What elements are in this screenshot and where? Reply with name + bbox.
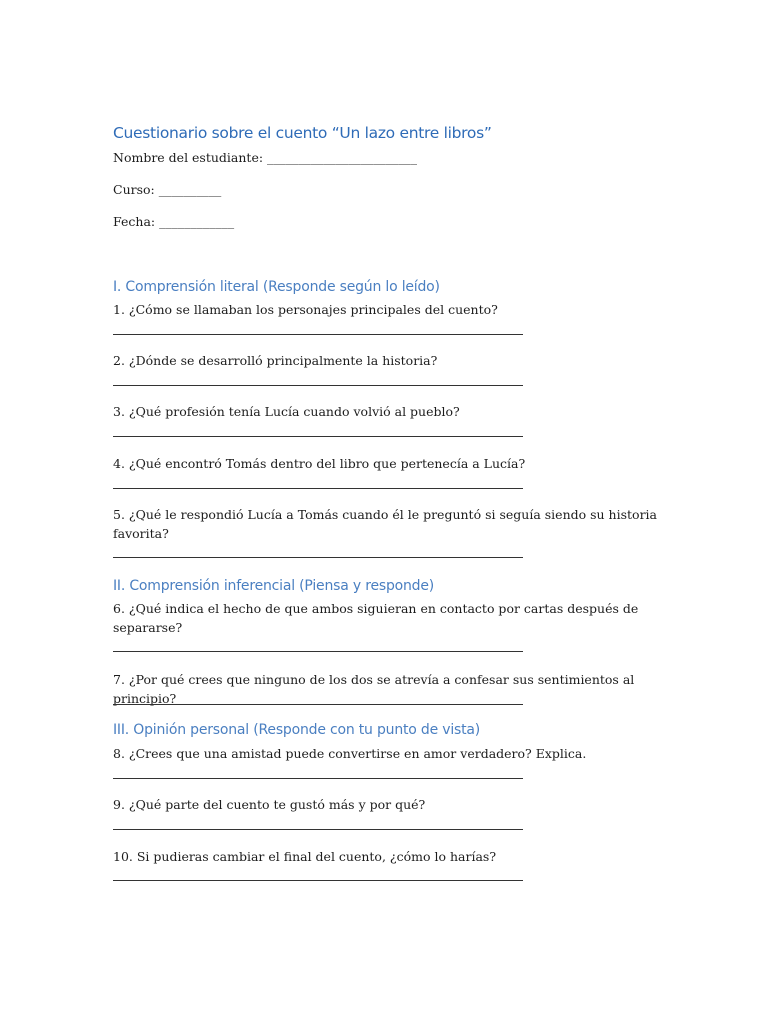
question-5: 5. ¿Qué le respondió Lucía a Tomás cuando él le preguntó si seguía siendo su historia favorita? xyxy=(113,507,657,541)
date-field: Fecha: ____________ xyxy=(113,214,235,229)
question-9: 9. ¿Qué parte del cuento te gustó más y por qué? xyxy=(113,797,426,812)
answer-line-1 xyxy=(113,334,523,335)
question-6: 6. ¿Qué indica el hecho de que ambos siguieran en contacto por cartas después de separarse? xyxy=(113,601,639,635)
answer-line-5 xyxy=(113,557,523,558)
section-heading-opinion: III. Opinión personal (Responde con tu punto de vista) xyxy=(113,722,481,738)
question-3: 3. ¿Qué profesión tenía Lucía cuando volvió al pueblo? xyxy=(113,404,460,419)
answer-line-4 xyxy=(113,488,523,489)
question-2: 2. ¿Dónde se desarrolló principalmente la historia? xyxy=(113,353,438,368)
course-field: Curso: __________ xyxy=(113,182,222,197)
answer-line-2 xyxy=(113,385,523,386)
answer-line-7 xyxy=(113,704,523,705)
question-4: 4. ¿Qué encontró Tomás dentro del libro que pertenecía a Lucía? xyxy=(113,456,526,471)
worksheet-title: Cuestionario sobre el cuento “Un lazo entre libros” xyxy=(113,124,492,142)
question-10: 10. Si pudieras cambiar el final del cuento, ¿cómo lo harías? xyxy=(113,849,497,864)
answer-line-8 xyxy=(113,778,523,779)
question-1: 1. ¿Cómo se llamaban los personajes principales del cuento? xyxy=(113,302,498,317)
answer-line-10 xyxy=(113,880,523,881)
student-name-field: Nombre del estudiante: ________________________ xyxy=(113,150,418,165)
answer-line-9 xyxy=(113,829,523,830)
answer-line-6 xyxy=(113,651,523,652)
question-8: 8. ¿Crees que una amistad puede convertirse en amor verdadero? Explica. xyxy=(113,746,587,761)
question-7: 7. ¿Por qué crees que ninguno de los dos se atrevía a confesar sus sentimientos al principio? xyxy=(113,672,635,706)
answer-line-3 xyxy=(113,436,523,437)
section-heading-literal: I. Comprensión literal (Responde según lo leído) xyxy=(113,279,440,295)
section-heading-inferential: II. Comprensión inferencial (Piensa y responde) xyxy=(113,578,435,594)
